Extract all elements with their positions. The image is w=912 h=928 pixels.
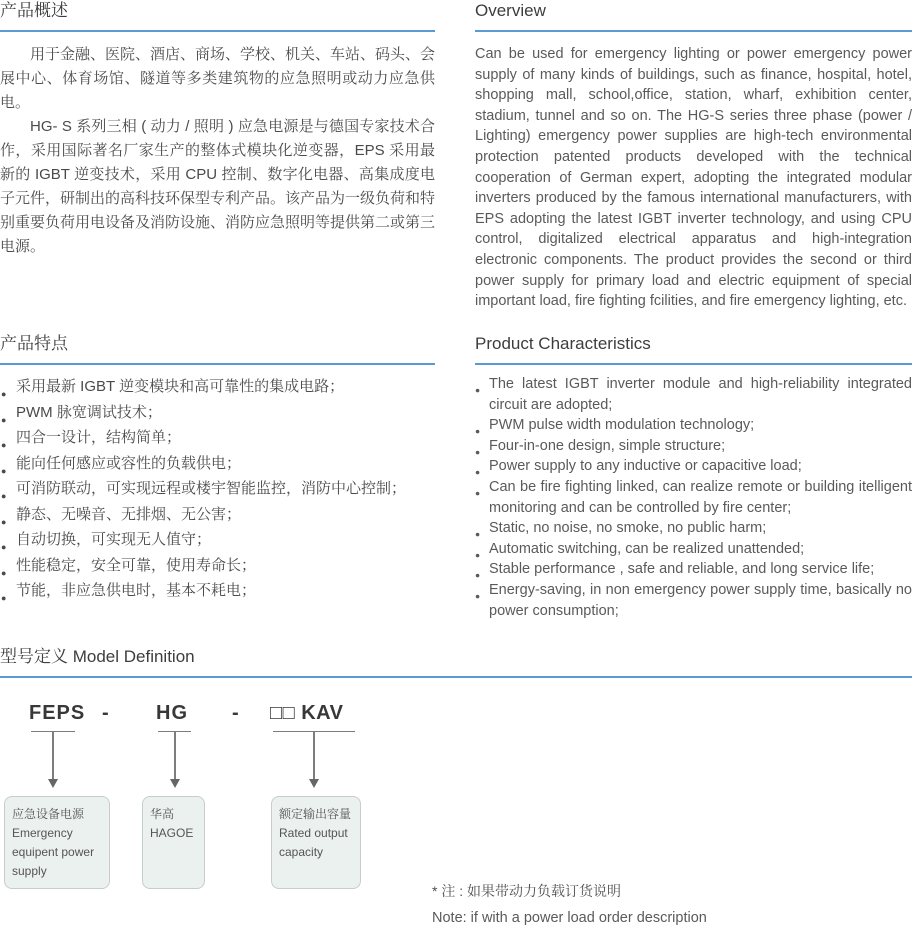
overview-en-body [475, 44, 912, 312]
features-en-title: Product Characteristics [475, 333, 912, 365]
feature-item-en: ● PWM pulse width modulation technology; [475, 415, 912, 436]
model-box-feps [4, 796, 110, 889]
feature-item-en: ● Can be fire fighting linked, can realize remote or building itelligent monitoring and can be controlled by fire center; [475, 477, 912, 518]
section-overview-cn [0, 0, 435, 259]
order-note [432, 881, 707, 928]
feature-item-cn: ● 四合一设计，结构简单； [0, 425, 435, 451]
feature-item-en: ● Energy-saving, in non emergency power supply time, basically no power consumption; [475, 580, 912, 621]
overview-cn-paragraph-1: 用于金融、医院、酒店、商场、学校、机关、车站、码头、会展中心、体育场馆、隧道等多类建筑物的应急照明或动力应急供电。 [0, 46, 436, 111]
model-box-line: capacity [279, 845, 324, 859]
overview-cn-title: 产品概述 [0, 0, 435, 32]
model-box-line: Rated output [279, 826, 348, 840]
feature-item-en: ● Four-in-one design, simple structure; [475, 436, 912, 457]
model-box-line: equipent power [12, 845, 95, 859]
feature-item-en: ● Automatic switching, can be realized unattended; [475, 539, 912, 560]
model-definition-diagram [0, 690, 912, 926]
order-note-cn: * 注 : 如果带动力负载订货说明 [432, 883, 622, 899]
feature-item-en: ● The latest IGBT inverter module and high-reliability integrated circuit are adopted; [475, 374, 912, 415]
feature-item-en: ● Static, no noise, no smoke, no public harm; [475, 518, 912, 539]
model-code-separator-1: - [102, 702, 110, 724]
overview-cn-body [0, 43, 435, 259]
section-features-en [475, 333, 912, 621]
model-box-line: 应急设备电源 [12, 807, 85, 821]
feature-item-cn: ● 性能稳定，安全可靠，使用寿命长； [0, 553, 435, 579]
feature-item-en: ● Stable performance , safe and reliable, and long service life; [475, 559, 912, 580]
model-code-hg: HG [156, 702, 188, 724]
connector-stem-capacity [313, 731, 315, 780]
feature-item-cn: ● 静态、无噪音、无排烟、无公害； [0, 502, 435, 528]
model-code-capacity: □□ KAV [270, 702, 344, 724]
model-box-line: HAGOE [150, 826, 194, 840]
feature-item-cn: ● 可消防联动，可实现远程或楼宇智能监控，消防中心控制； [0, 476, 435, 502]
arrow-down-icon [309, 779, 319, 788]
feature-item-cn: ● PWM 脉宽调试技术； [0, 400, 435, 426]
arrow-down-icon [48, 779, 58, 788]
connector-stem-hg [174, 731, 176, 780]
overview-en-title: Overview [475, 0, 912, 32]
section-overview-en [475, 0, 912, 312]
model-code-separator-2: - [232, 702, 240, 724]
model-box-capacity [271, 796, 361, 889]
model-code-feps: FEPS [29, 702, 86, 724]
overview-en-paragraph: Can be used for emergency lighting or power emergency power supply of many kinds of buildings, such as finance, hospital, hotel, shopping mall, school,office, station, wharf, exhibition center, stadium, tunnel and so on. The HG-S series three phase (power / Lighting) emergency power supplies are high-tech environmental protection patented products developed with the technical cooperation of German expert, adopting the integrated modular inverters produced by the famous international manufacturers, with EPS adopting the latest IGBT inverter technology, and using CPU control, digitalized electrical apparatus and high-integration electronic components. The product provides the second or third power supply for primary load and electric equipment of special important load, fire fighting fcilities, and fire emergency lighting, etc. [475, 46, 912, 310]
model-definition-title: 型号定义 Model Definition [0, 646, 912, 678]
connector-stem-feps [52, 731, 54, 780]
model-box-line: 华高 [150, 807, 175, 821]
overview-cn-paragraph-2: HG- S 系列三相 ( 动力 / 照明 ) 应急电源是与德国专家技术合作，采用国际著名厂家生产的整体式模块化逆变器，EPS 采用最新的 IGBT 逆变技术，采用 CPU 控制、数字化电器、高集成度电子元件，研制出的高科技环保型专利产品。该产品为一级负荷和特别重要负荷用电设备及消防设施、消防应急照明等提供第二或第三电源。 [0, 118, 436, 255]
model-box-line: Emergency [12, 826, 73, 840]
arrow-down-icon [170, 779, 180, 788]
model-box-hg [142, 796, 205, 889]
order-note-en: Note: if with a power load order description [432, 910, 707, 926]
feature-item-cn: ● 能向任何感应或容性的负载供电； [0, 451, 435, 477]
feature-item-cn: ● 采用最新 IGBT 逆变模块和高可靠性的集成电路； [0, 374, 435, 400]
features-cn-list [0, 374, 435, 604]
features-en-list [475, 374, 912, 621]
feature-item-cn: ● 自动切换，可实现无人值守； [0, 527, 435, 553]
features-cn-title: 产品特点 [0, 333, 435, 365]
section-features-cn [0, 333, 435, 604]
model-box-line: supply [12, 864, 47, 878]
model-box-line: 额定输出容量 [279, 807, 352, 821]
section-model-definition [0, 646, 912, 926]
feature-item-cn: ● 节能，非应急供电时，基本不耗电； [0, 578, 435, 604]
feature-item-en: ● Power supply to any inductive or capacitive load; [475, 456, 912, 477]
